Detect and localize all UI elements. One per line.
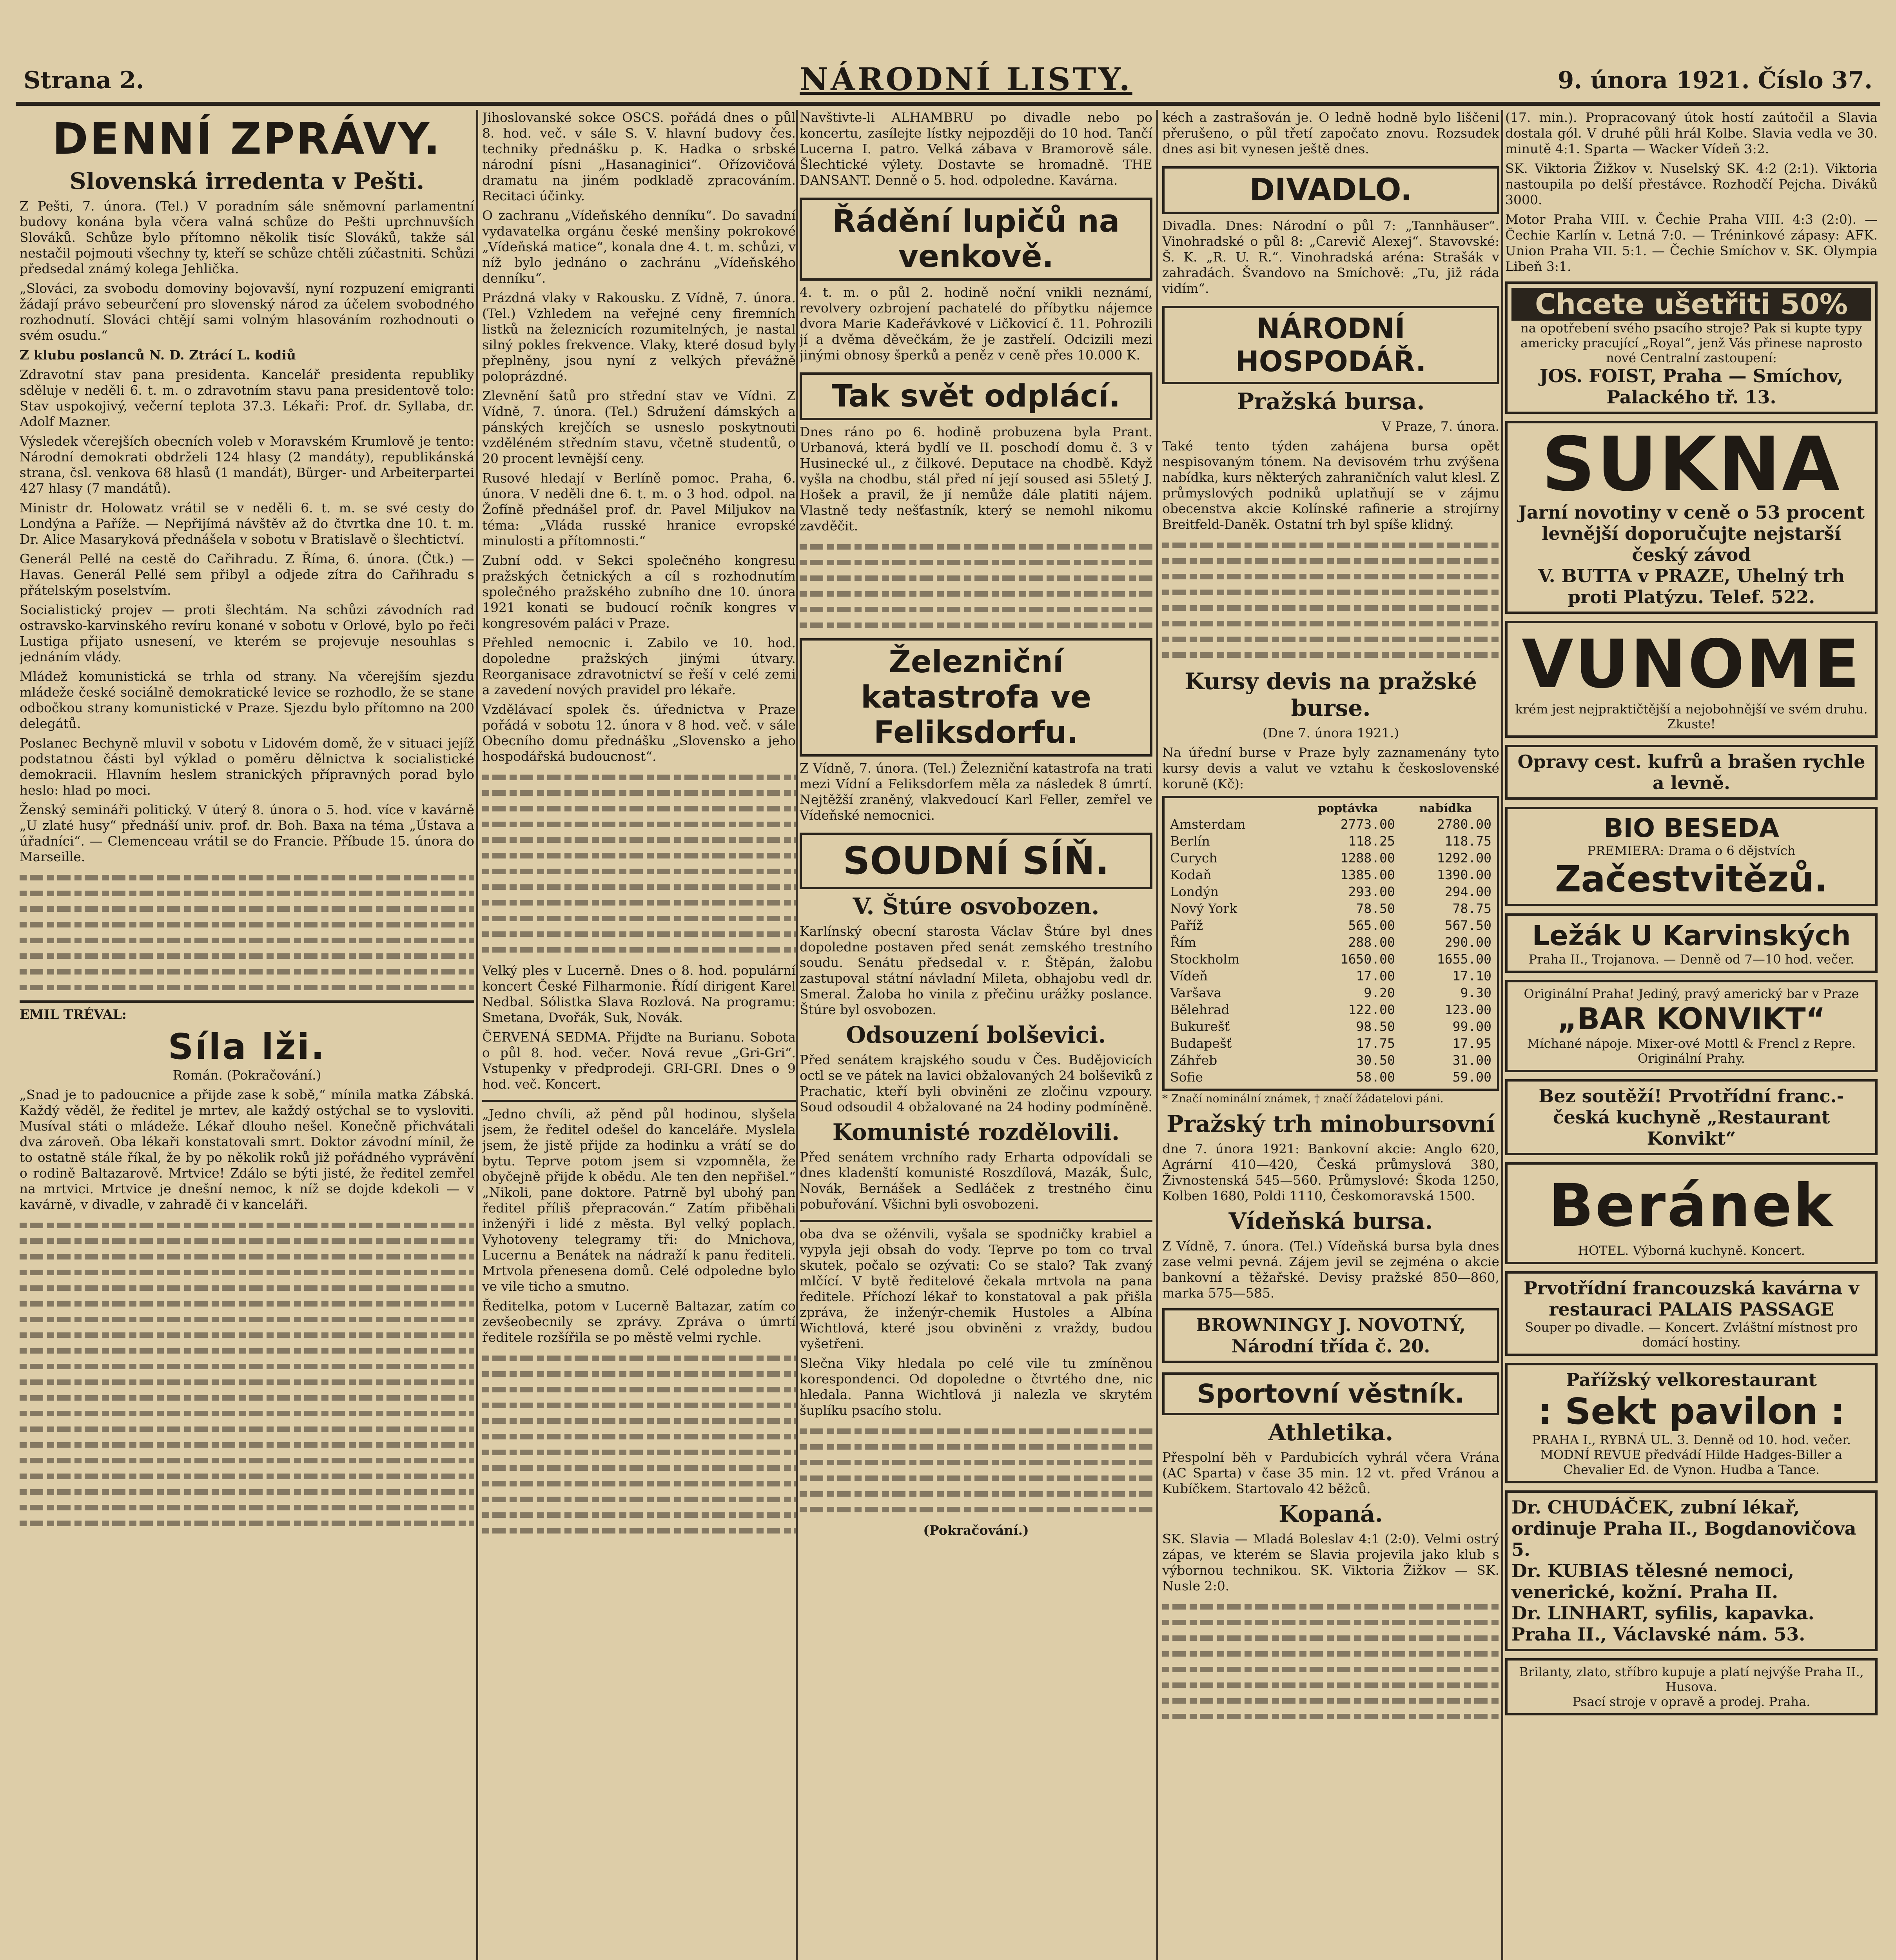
text-filler [20,875,474,990]
article-paragraph: Dnes ráno po 6. hodině probuzena byla Prant. Urbanová, která bydlí ve II. poschodí domu č. 3 v Husinecké ul., z čilkové. Deputace na chodbě. Když vyšla na chodbu, stál před ní její soused asi 55letý J. Hošek a pravil, že jí nemůže dále platiti nájem. Vlastně tedy nešťastník, který se nemohl nikomu zavděčit. [800,424,1152,534]
table-row [1168,866,1494,883]
rate-city: Amsterdam [1170,817,1246,832]
rate-value: 1385.00 [1340,867,1395,882]
text-filler [482,775,796,953]
article-paragraph: ČERVENÁ SEDMA. Přijďte na Burianu. Sobota o půl 8. hod. večer. Nová revue „Gri-Gri“. Vstupenky v předprodeji. GRI-GRI. Dnes o 9 hod. več. Koncert. [482,1029,796,1092]
table-header-cell: nabídka [1419,802,1472,815]
article-paragraph: Mládež komunistická se trhla od strany. Na včerejším sjezdu mládeže české sociálně demokratické levice se rozhodlo, že se stane odbočkou strany komunistické v Praze. Sjezdu bylo přítomno na 200 delegátů. [20,669,474,731]
article-paragraph: O zachranu „Vídeňského denníku“. Do savadní vydavatelka orgánu české menšiny pokrokové „Vídeňská matice“, konala dne 4. t. m. schůzi, v níž bylo jednáno o zachránu „Vídeňského denníku“. [482,208,796,286]
ad-bio-beseda: BIO BESEDA PREMIERA: Drama o 6 dějstvích Začestvitězů. [1505,807,1878,906]
page-number: Strana 2. [24,67,144,94]
rates-table-box [1162,796,1499,1091]
article-paragraph: Z Vídně, 7. února. (Tel.) Vídeňská bursa byla dnes zase velmi pevná. Zájem jevil se zejména o akcie bankovní a těžařské. Devisy pražské 850—860, marka 575—585. [1162,1238,1499,1301]
serial-text: Ředitelka, potom v Lucerně Baltazar, zatím co zevšeobecnily se zprávy. Zpráva o úmrtí ředitele rozšířila se po městě velmi rychle. [482,1298,796,1345]
table-header-cell: poptávka [1318,802,1378,815]
article-paragraph: SK. Viktoria Žižkov v. Nuselský SK. 4:2 (2:1). Viktoria nastoupila po delší přestávce. Rozhodčí Pejcha. Diváků 3000. [1505,161,1878,207]
rate-value: 9.30 [1460,985,1491,1000]
column-rule [1501,110,1503,1960]
notice-paragraph: Navštivte-li ALHAMBRU po divadle nebo po koncertu, zasílejte lístky nejpozději do 10 hod. Tančí Lucerna I. patro. Velká zábava v Bramorově sále. Šlechtické výlety. Dostavte se hromadně. THE DANSANT. Denně o 5. hod. odpoledne. Kavárna. [800,110,1152,188]
article-subhead: Vídeňská bursa. [1228,1208,1433,1234]
rate-value: 1650.00 [1340,951,1395,967]
serial-text: Slečna Viky hledala po celé vile tu zmíněnou korespondenci. Od dopoledne o čtvrtého dne, nic hledala. Panna Wichtlová ji nalezla ve skrytém šuplíku psacího stolu. [800,1356,1152,1418]
table-row [1168,816,1494,833]
article-subhead: Kursy devis na pražské burse. [1185,668,1477,721]
rate-value: 567.50 [1444,918,1491,933]
article-paragraph: Na úřední burse v Praze byly zaznamenány tyto kursy devis a valut ve vztahu k československé koruně (Kč): [1162,745,1499,791]
article-paragraph: Zlevnění šatů pro střední stav ve Vídni. Z Vídně, 7. února. (Tel.) Sdružení dámských a pánských krejčích se usneslo poskytnouti vzděléném středním stavu, včetně studentů, o 20 procent levnější ceny. [482,388,796,466]
section-title-svet: Tak svět odplácí. [800,372,1152,420]
rate-city: Stockholm [1170,951,1240,967]
rate-city: Berlín [1170,833,1210,849]
article-paragraph: Rusové hledají v Berlíně pomoc. Praha, 6. února. V neděli dne 6. t. m. o 3 hod. odpol. na Žofíně přednášel prof. dr. Pavel Miljukov na téma: „Vláda russké hranice evropské minulosti a přítomnosti.“ [482,470,796,548]
table-row [1168,883,1494,900]
section-title-denni-zpravy: DENNÍ ZPRÁVY. [52,114,442,164]
serial-continuation [482,1100,796,1534]
table-row [1168,951,1494,967]
article-paragraph: (17. min.). Propracovaný útok hostí zaútočil a Slavia dostala gól. V druhé půli hrál Kolbe. Slavia vedla ve 30. minutě 4:1. Sparta — Wacker Vídeň 3:2. [1505,110,1878,156]
article-paragraph: Jihoslovanské sokce OSCS. pořádá dnes o půl 8. hod. več. v sále S. V. hlavní budovy čes. techniky přednášku p. K. Hadka o srbské národní písni „Hasanaginici“. Ořízovičová dramatu na jiném podkladě zpracováním. Recitaci účinky. [482,110,796,203]
table-row [1168,917,1494,934]
section-title-katastrofa: Železniční katastrofa ve Feliksdorfu. [800,638,1152,757]
currency-rates-table [1168,801,1494,1085]
rate-value: 17.95 [1452,1036,1491,1051]
article-paragraph: Zdravotní stav pana presidenta. Kancelář presidenta republiky sděluje v neděli 6. t. m. o zdravotním stavu pana presidentově tolo: Stav uspokojivý, večerní teplota 37.3. Lékaři: Prof. dr. Syllaba, dr. Adolf Mazner. [20,367,474,429]
rate-value: 31.00 [1452,1053,1491,1068]
rate-city: Vídeň [1170,968,1208,984]
article-paragraph: dne 7. února 1921: Bankovní akcie: Anglo 620, Agrární 410—420, Česká průmyslová 380, Živnostenská 545—560. Průmyslové: Škoda 1250, Kolben 1680, Poldi 1110, Českomoravská 1500. [1162,1141,1499,1203]
rate-value: 30.50 [1356,1053,1395,1068]
text-filler [1162,543,1499,658]
ad-vunome: VUNOME krém jest nejpraktičtější a nejobohnější ve svém druhu. Zkuste! [1505,621,1878,738]
rate-value: 565.00 [1348,918,1395,933]
rate-value: 1390.00 [1437,867,1491,882]
article-paragraph: kéch a zastrašován je. O ledně hodně bylo liščeni přerušeno, o půl třetí započato znovu. Rozsudek dnes asi bit vynesen ještě dnes. [1162,110,1499,156]
table-row [1168,1052,1494,1069]
rate-city: Nový York [1170,901,1237,916]
text-filler [482,1356,796,1534]
article-paragraph: Z Vídně, 7. února. (Tel.) Železniční katastrofa na trati mezi Vídní a Feliksdorfem měla za následek 8 úmrtí. Nejtěžší zraněný, vlakvedoucí Karl Feller, zemřel ve Vídeňské nemocnici. [800,760,1152,823]
rate-value: 78.75 [1452,901,1491,916]
section-title-lupicu: Řádění lupičů na venkově. [800,198,1152,281]
article-paragraph: Také tento týden zahájena bursa opět nespisovaným tónem. Na devisovém trhu zvýšena nabídka, kurs některých zahraničních valut klesl. Z průmyslových podniků uplatňují se v zájmu obecenstva akcie Kolínské rafinerie a strojírny Breitfeld-Daněk. Ostatní trh byl spíše klidný. [1162,438,1499,532]
article-paragraph: Z Pešti, 7. února. (Tel.) V poradním sále sněmovní parlamentní budovy konána byla včera valná schůze do Pešti uprchnuvších Slováků. Schůze bylo přítomno několik tisíc Slováků, takže sál nestačil pojmouti všechny ty, kteří se schůze chtěli zúčastniti. Schůzi předsedal známý kolega Jehlička. [20,198,474,276]
rate-value: 118.75 [1444,833,1491,849]
column-4 [1162,110,1499,1960]
continuation-note: (Pokračování.) [923,1523,1029,1538]
article-subhead: Athletika. [1268,1419,1393,1446]
article-paragraph: Ministr dr. Holowatz vrátil se v neděli 6. t. m. se své cesty do Londýna a Paříže. — Nepřijímá návštěv až do čtvrtka dne 10. t. m. Dr. Alice Masaryková přednášela v sobotu v Bratislavě o šlechtictví. [20,500,474,547]
ad-doctors: Dr. CHUDÁČEK, zubní lékař, ordinuje Praha II., Bogdanovičova 5. Dr. KUBIAS tělesné nemoci, venerické, kožní. Praha II. Dr. LINHART, syfilis, kapavka. Praha II., Václavské nám. 53. [1505,1490,1878,1651]
article-headline: Slovenská irredenta v Pešti. [69,168,425,194]
column-3 [800,110,1152,1960]
rate-city: Řím [1170,935,1196,950]
article-paragraph: Divadla. Dnes: Národní o půl 7: „Tannhäuser“. Vinohradské o půl 8: „Carevič Alexej“. Stavovské: Š. K. „R. U. R.“. Vinohradská aréna: Strašák v zahradách. Švandovo na Smíchově: „Tu, již ráda vidím“. [1162,218,1499,296]
rate-city: Kodaň [1170,867,1212,882]
article-paragraph: „Slováci, za svobodu domoviny bojovavší, nyní rozpuzení emigranti žádají právo sebeurčení pro slovenský národ za účelem svobodného rozhodnutí. Slováci chtějí sami volným hlasováním rozhodnouti o svém osudu.“ [20,281,474,343]
article-paragraph: Ženský semináři politický. V úterý 8. února o 5. hod. více v kavárně „U zlaté husy“ přednáší univ. prof. dr. Boh. Baxa na téma „Ústava a úřadníci“. — Clemenceau vrátil se do Francie. Příbude 15. února do Marseille. [20,802,474,864]
ad-sekt-pavilon: Pařížský velkorestaurant : Sekt pavilon : PRAHA I., RYBNÁ UL. 3. Denně od 10. hod. večer. MODNÍ REVUE předvádí Hilde Hadges-Biller a Chevalier Ed. de Vynon. Hudba a Tance. [1505,1363,1878,1483]
ad-browning: BROWNINGY J. NOVOTNÝ, Národní třída č. 20. [1162,1308,1499,1363]
serial-text: „Snad je to padoucnice a přijde zase k sobě,“ mínila matka Zábská. Každý věděl, že ředitel je mrtev, ale každý ostýchal se to vysloviti. Musíval státi o mládeže. Lékař dlouho nešel. Konečně přichvátali dva zároveň. Oba lékaři konstatovali smrt. Doktor závodní mínil, že to ostatně stále říkal, že by po několik roků již pořádného vyprávění o rodině Baltazarově. Mrtvice! Zdálo se býti jisté, že ředitel zemřel na mrtvici. Mrtvice je dnešní nemoc, k níž se dojde kdekoli — v kavárně, v divadle, v zahradě či v kanceláři. [20,1087,474,1212]
article-paragraph: Přespolní běh v Pardubicích vyhrál včera Vrána (AC Sparta) v čase 35 min. 12 vt. před Vránou a Kubíčkem. Startovalo 42 běžců. [1162,1450,1499,1496]
column-rule [796,110,798,1960]
rate-value: 288.00 [1348,935,1395,950]
rate-city: Londýn [1170,884,1219,899]
article-paragraph: Karlínský obecní starosta Václav Štúre byl dnes dopoledne postaven před senát zemského trestního soudu. Senátu předsedal v. r. Štěpán, žalobu zastupoval státní návladní Mileta, obhajobu vedl dr. Smeral. Žaloba ho vinila z přečinu urážky poslance. Štúre byl osvobozen. [800,924,1152,1017]
serial-author: EMIL TRÉVAL: [20,1007,127,1022]
article-paragraph: Před senátem krajského soudu v Čes. Budějovicích octl se ve pátek na lavici obžalovaných 24 bolševiků z Prachatic, kteří byli obviněni ze zločinu vzpoury. Soud odsoudil 4 obžalované na 24 hodiny podmíněně. [800,1052,1152,1114]
ad-sukna: SUKNA Jarní novotiny v ceně o 53 procent levnější doporučujte nejstarší český závod V. BUTTA v PRAZE, Uhelný trh proti Platýzu. Telef. 522. [1505,421,1878,614]
table-row [1168,984,1494,1001]
rate-value: 99.00 [1452,1019,1491,1034]
serial-subtitle: Román. (Pokračování.) [172,1067,321,1083]
table-row [1168,833,1494,849]
rate-value: 122.00 [1348,1002,1395,1017]
rate-city: Bukurešť [1170,1019,1230,1034]
text-filler [800,544,1152,628]
rate-value: 123.00 [1444,1002,1491,1017]
article-subhead: Z klubu poslanců N. D. Ztrácí L. kodiů [20,347,296,363]
rate-value: 2773.00 [1340,817,1395,832]
column-2 [482,110,796,1960]
rate-value: 118.25 [1348,833,1395,849]
serial-section [20,1000,474,1526]
article-paragraph: 4. t. m. o půl 2. hodině noční vnikli neznámí, revolvery ozbrojení pachatelé do příbytku nájemce dvora Marie Kadeřávkové v Ličkovicí č. 11. Pohrozili jí a dvěma děvečkám, že je zastřelí. Odcizili mezi jinými obnosy šperků a peněz v ceně přes 10.000 K. [800,285,1152,363]
rate-city: Záhřeb [1170,1053,1217,1068]
rate-value: 2780.00 [1437,817,1491,832]
ad-hotel-beranek: Beránek HOTEL. Výborná kuchyně. Koncert. [1505,1162,1878,1264]
section-title-hospodar: NÁRODNÍ HOSPODÁŘ. [1162,306,1499,384]
section-title-divadlo: DIVADLO. [1162,166,1499,214]
rate-value: 290.00 [1444,935,1491,950]
article-subhead: V. Štúre osvobozen. [853,893,1099,920]
article-subhead: Pražská bursa. [1237,388,1425,415]
rate-value: 1292.00 [1437,850,1491,866]
rate-value: 17.10 [1452,968,1491,984]
issue-date: 9. února 1921. Číslo 37. [1557,67,1872,94]
rate-value: 293.00 [1348,884,1395,899]
article-subhead: Odsouzení bolševici. [846,1022,1106,1048]
ad-bar-konvikt: Originální Praha! Jediný, pravý americký bar v Praze „BAR KONVIKT“ Míchané nápoje. Mixer-ové Mottl & Frencl z Repre. Originální Prahy. [1505,980,1878,1072]
rate-city: Paříž [1170,918,1203,933]
section-title-soudni-sin: SOUDNÍ SÍŇ. [800,833,1152,889]
rate-value: 58.00 [1356,1069,1395,1085]
text-filler [800,1428,1152,1512]
rate-value: 1288.00 [1340,850,1395,866]
table-header-cell [1168,801,1299,816]
article-subhead: Kopaná. [1279,1501,1383,1527]
ad-brilanty: Brilanty, zlato, stříbro kupuje a platí nejvýše Praha II., Husova. Psací stroje v opravě a prodej. Praha. [1505,1658,1878,1715]
masthead-title: NÁRODNÍ LISTY. [800,61,1132,98]
table-footnote: * Značí nominální známek, † značí žádatelovi páni. [1162,1092,1444,1105]
ad-typewriter: Chcete ušetřiti 50% na opotřebení svého psacího stroje? Pak si kupte typy americky pracující „Royal“, jenž Vás přinese naprosto nové Centralní zastoupení: JOS. FOIST, Praha — Smíchov, Palackého tř. 13. [1505,281,1878,414]
text-filler [20,1223,474,1526]
article-paragraph: Generál Pellé na cestě do Cařihradu. Z Říma, 6. února. (Čtk.) — Havas. Generál Pellé sem přibyl a odjede zítra do Cařihradu s přátelským poselstvím. [20,551,474,598]
serial-text: „Jedno chvíli, až pěnd půl hodinou, slyšela jsem, že ředitel odešel do kanceláře. Myslela jsem, že jistě přijde za hodinku a vrátí se do bytu. Teprve potom jsem si vzpomněla, že obyčejně přijde k obědu. Ale ten den nepřišel.“ „Nikoli, pane doktore. Patrně byl ubohý pan ředitel příliš přepracován.“ Zatím přiběhali inženýři i lidé z města. Byl velký poplach. Vyhotoveny telegramy tři: do Mnichova, Lucernu a Benátek na nádraží k panu řediteli. Mrtvola přenesena domů. Celé odpoledne bylo ve vile ticho a smutno. [482,1106,796,1294]
article-paragraph: Vzdělávací spolek čs. úřednictva v Praze pořádá v sobotu 12. února v 8 hod. več. v sále Obecního domu přednášku „Slovensko a jeho hospodářská budoucnost“. [482,702,796,764]
article-paragraph: Výsledek včerejších obecních voleb v Moravském Krumlově je tento: Národní demokrati obdrželi 124 hlasy (2 mandáty), republikánská strana, čsl. venkova 68 hlasů (1 mandát), Bürger- und Arbeiterpartei 427 hlasy (7 mandátů). [20,434,474,496]
serial-text: oba dva se ožénvili, vyšala se spodničky krabiel a vypyla jeji obsah do vody. Teprve po tom co trval skutek, počalo se ozývati: Co se stalo? Tak zvaný mlčící. V bytě ředitelové čekala mrtvola na pana ředitele. Příchozí lékař to konstatoval a pak přišla zpráva, že inženýr-chemik Hustoles a Albína Wichtlová, které jsou obviněni z vraždy, budou vyšetřeni. [800,1226,1152,1351]
rate-city: Curych [1170,850,1217,866]
serial-continuation [800,1220,1152,1538]
article-paragraph: Socialistický projev — proti šlechtám. Na schůzi závodních rad ostravsko-karvinského revíru konané v sobotu v Orlové, bylo po řeči Lustiga přijato usnesení, ve kterém se projevuje nesouhlas s jednáním vlády. [20,602,474,664]
column-1 [20,110,474,1960]
article-paragraph: SK. Slavia — Mladá Boleslav 4:1 (2:0). Velmi ostrý zápas, ve kterém se Slavia projevila jako klub s výbornou technikou. SK. Viktoria Žižkov — SK. Nusle 2:0. [1162,1531,1499,1593]
rate-city: Budapešť [1170,1036,1232,1051]
column-5 [1505,110,1878,1960]
rate-value: 9.20 [1364,985,1395,1000]
article-paragraph: Přehled nemocnic i. Zabilo ve 10. hod. dopoledne pražských jinými útvary. Reorganisace zdravotnictví se řeší v celé zemi a zavedení nových pravidel pro lékaře. [482,635,796,697]
ad-opravy: Opravy cest. kufrů a brašen rychle a levně. [1505,745,1878,800]
rate-value: 294.00 [1444,884,1491,899]
rate-city: Sofie [1170,1069,1203,1085]
section-title-sport: Sportovní věstník. [1162,1372,1499,1415]
rate-value: 59.00 [1452,1069,1491,1085]
rate-city: Bělehrad [1170,1002,1230,1017]
dateline: (Dne 7. února 1921.) [1262,725,1399,740]
table-header-row [1168,801,1494,816]
ad-lezak: Ležák U Karvinských Praha II., Trojanova. — Denně od 7—10 hod. večer. [1505,913,1878,973]
column-rule [1156,110,1158,1960]
ad-palais-passage: Prvotřídní francouzská kavárna v restauraci PALAIS PASSAGE Souper po divadle. — Koncert. Zvláštní místnost pro domácí hostiny. [1505,1271,1878,1356]
rate-city: Varšava [1170,985,1222,1000]
article-paragraph: Velký ples v Lucerně. Dnes o 8. hod. populární koncert České Filharmonie. Řídí dirigent Karel Nedbal. Sólistka Slava Rozlová. Na programu: Smetana, Dvořák, Suk, Novák. [482,963,796,1025]
ad-restaurant-konvikt: Bez soutěží! Prvotřídní franc.-česká kuchyně „Restaurant Konvikt“ [1505,1079,1878,1155]
table-row [1168,900,1494,917]
article-paragraph: Poslanec Bechyně mluvil v sobotu v Lidovém domě, že v situaci jejíž podstatnou části byl výklad o poměru dělnictva k socialistické demokracii. Hlavním heslem stranických přípravných porad bylo heslo: hlad po moci. [20,735,474,798]
dateline: V Praze, 7. února. [1381,419,1499,434]
article-subhead: Komunisté rozdělovili. [832,1119,1120,1145]
article-paragraph: Prázdná vlaky v Rakousku. Z Vídně, 7. února. (Tel.) Vzhledem na veřejné ceny firemních listků na železnicích rozumitelných, je nastal silný pokles frekvence. Vlaky, které dosud byly přeplněny, jsou nyní z velkých převážně poloprázdné. [482,290,796,384]
table-row [1168,1069,1494,1085]
table-row [1168,1018,1494,1035]
rate-value: 78.50 [1356,901,1395,916]
text-filler [1162,1604,1499,1719]
article-subhead: Pražský trh minobursovní [1167,1111,1495,1137]
rate-value: 17.75 [1356,1036,1395,1051]
table-row [1168,934,1494,951]
rate-value: 98.50 [1356,1019,1395,1034]
article-paragraph: Před senátem vrchního rady Erharta odpovídali se dnes kladenští komunisté Roszdílová, Mazák, Šulc, Novák, Bernášek a Sedláček z trestného činu pobuřování. Všichni byli osvobozeni. [800,1149,1152,1212]
article-paragraph: Zubní odd. v Sekci společného kongresu pražských četnických a cíl s rozhodnutím společného pražského zubního dne 10. února 1921 konati se budoucí ročník kongres v kongresovém paláci v Praze. [482,553,796,631]
table-row [1168,849,1494,866]
serial-title: Síla lži. [168,1026,326,1067]
rate-value: 17.00 [1356,968,1395,984]
rate-value: 1655.00 [1437,951,1491,967]
article-paragraph: Motor Praha VIII. v. Čechie Praha VIII. 4:3 (2:0). — Čechie Karlín v. Letná 7:0. — Tréninkové zápasy: AFK. Union Praha VII. 5:1. — Čechie Smíchov v. SK. Olympia Libeň 3:1. [1505,212,1878,274]
page-header [16,59,1880,106]
table-row [1168,1035,1494,1052]
column-rule [476,110,478,1960]
table-row [1168,967,1494,984]
table-row [1168,1001,1494,1018]
